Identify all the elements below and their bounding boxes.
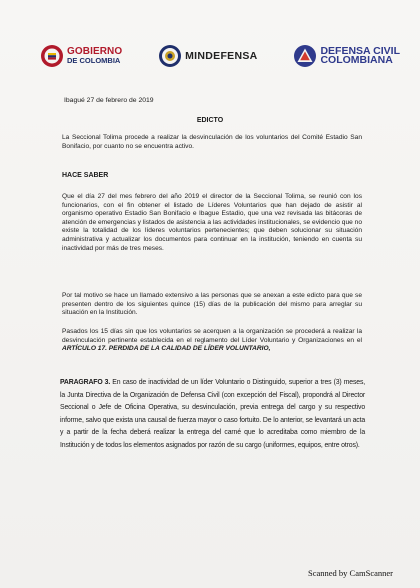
gobierno-logo: [40, 44, 122, 68]
paragrafo-3-body: En caso de inactividad de un líder Voluntario o Distinguido, superior a tres (3) meses, la Junta Directiva de la Organización de Defensa Civil (con excepción del Fiscal), propondrá al Director Seccional o Jefe de Oficina Operativa, su desvinculación, previa entrega del cargo y su respectivo informe, salvo que exista una causal de fuerza mayor o caso fortuito. De lo anterior, se levantará un acta y a partir de la fecha deberá realizar la entrega del carné que lo acreditaba como miembro de la Institución y de todos los elementos asignados por razón de su cargo (uniformes, equipos, entre otros).: [60, 377, 366, 449]
paragrafo-3-lead: PARAGRAFO 3.: [60, 377, 111, 386]
articulo-17-reference: ARTÍCULO 17. PERDIDA DE LA CALIDAD DE LÍDER VOLUNTARIO,: [62, 345, 271, 353]
colombia-shield-icon: [40, 44, 64, 68]
defensa-civil-logo-line2: COLOMBIANA: [320, 54, 393, 66]
hace-saber-heading: HACE SABER: [62, 172, 109, 179]
body-paragraph-1: Que el día 27 del mes febrero del año 2019 el director de la Seccional Tolima, se reunió con los funcionarios, con el fin obtener el listado de Líderes Voluntarios que han dejado de asistir al organismo operativo Estadio San Bonifacio e Ibague Estadio, que una vez revisada las bitácoras de atención de emergencias y listados de asistencia a las actividades institucionales, se evidencio que no existe la totalidad de los líderes voluntarios pertenecientes; que deben solucionar su situación administrativa y actualizar los documentos para continuar en la institución, teniendo en cuenta su inactividad por más de tres meses.: [62, 193, 362, 252]
mindefensa-logo: [158, 44, 257, 68]
document-title: EDICTO: [196, 117, 224, 124]
defensa-civil-emblem-icon: [293, 44, 317, 68]
paragrafo-3: [60, 376, 365, 452]
mindefensa-seal-icon: [158, 44, 182, 68]
gobierno-logo-text: [67, 47, 122, 65]
body-paragraph-2: Por tal motivo se hace un llamado extensivo a las personas que se anexan a este edicto para que se presenten dentro de los siguientes quince (15) días de la publicación del mismo para arreglar su situación en la Institución.: [62, 292, 362, 317]
gobierno-logo-line2: DE COLOMBIA: [67, 56, 121, 65]
date-line: Ibagué 27 de febrero de 2019: [64, 97, 154, 104]
header-logos: [40, 41, 400, 71]
intro-paragraph: La Seccional Tolima procede a realizar la desvinculación de los voluntarios del Comité Estadio San Bonifacio, por cuanto no se encuentra activo.: [62, 134, 362, 150]
mindefensa-logo-text: MINDEFENSA: [185, 49, 258, 62]
gobierno-logo-line1: GOBIERNO: [67, 46, 123, 57]
defensa-civil-logo-line1: DEFENSA CIVIL: [320, 45, 400, 57]
defensa-civil-logo: [293, 44, 400, 68]
body-paragraph-3: [62, 328, 362, 354]
scanner-watermark: Scanned by CamScanner: [308, 568, 393, 578]
defensa-civil-logo-text: [320, 47, 400, 65]
paragraph-3-text: Pasados los 15 días sin que los voluntarios se acerquen a la organización se procederá a realizar la desvinculación pertinente establecida en el reglamento del Líder Voluntario y Organizaciones en el: [62, 328, 362, 344]
